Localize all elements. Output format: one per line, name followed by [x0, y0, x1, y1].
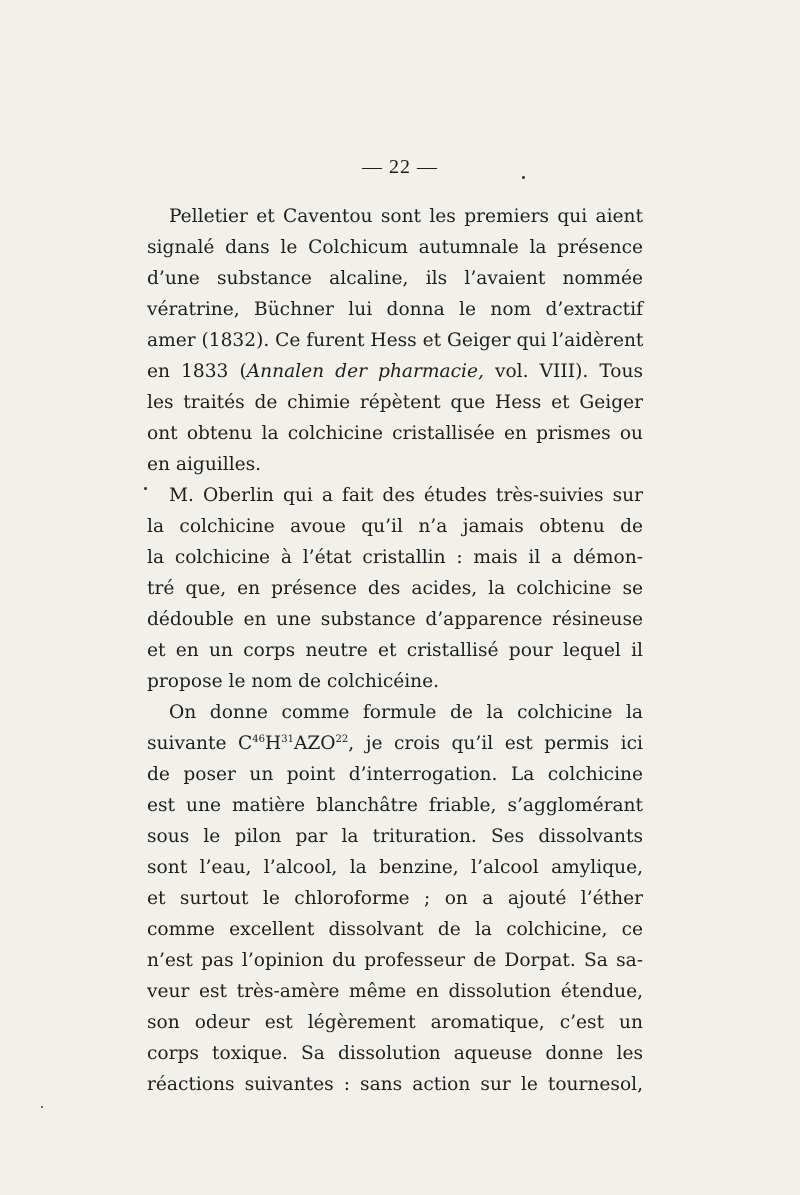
text-line: tré que, en présence des acides, la colchicine se: [147, 578, 643, 599]
ink-speck: [522, 176, 525, 179]
page-number: — 22 —: [362, 156, 438, 178]
text-line: réactions suivantes : sans action sur le tournesol,: [147, 1074, 643, 1095]
text-line: les traités de chimie répètent que Hess et Geiger: [147, 392, 643, 413]
body-text: [147, 201, 643, 1100]
text-line-with-citation: [147, 356, 643, 387]
text-line: dédouble en une substance d’apparence résineuse: [147, 609, 643, 630]
text-fragment: , je crois qu’il est permis ici: [348, 733, 643, 754]
text-line: la colchicine à l’état cristallin : mais il a démon-: [147, 547, 643, 568]
ink-speck: [144, 487, 147, 490]
text-fragment: suivante: [147, 733, 239, 754]
text-line: amer (1832). Ce furent Hess et Geiger qui l’aidèrent: [147, 330, 644, 351]
text-line: ont obtenu la colchicine cristallisée en prismes ou: [147, 423, 643, 444]
text-line: est une matière blanchâtre friable, s’agglomérant: [147, 795, 643, 816]
text-line: M. Oberlin qui a fait des études très-suivies sur: [169, 485, 643, 506]
text-line: et en un corps neutre et cristallisé pour lequel il: [147, 640, 643, 661]
text-line: son odeur est légèrement aromatique, c’est un: [147, 1012, 643, 1033]
formula: $C^{46}H^{31}AZO^{22}$: [238, 733, 349, 754]
text-line: comme excellent dissolvant de la colchicine, ce: [147, 919, 643, 940]
text-line-with-formula: [147, 728, 643, 759]
text-line: n’est pas l’opinion du professeur de Dorpat. Sa sa-: [147, 950, 643, 971]
ink-speck: [41, 1106, 43, 1108]
text-fragment: en 1833 (: [147, 361, 247, 382]
text-line: sous le pilon par la trituration. Ses dissolvants: [147, 826, 643, 847]
text-line: et surtout le chloroforme ; on a ajouté l’éther: [147, 888, 643, 909]
text-line: veur est très-amère même en dissolution étendue,: [147, 981, 643, 1002]
text-fragment: vol. VIII). Tous: [483, 361, 643, 382]
text-line: signalé dans le Colchicum autumnale la présence: [147, 237, 643, 258]
text-line: propose le nom de colchicéine.: [147, 671, 440, 692]
text-line: sont l’eau, l’alcool, la benzine, l’alcool amylique,: [147, 857, 643, 878]
journal-title: Annalen der pharmacie,: [246, 361, 484, 382]
text-line: On donne comme formule de la colchicine la: [169, 702, 643, 723]
text-line: corps toxique. Sa dissolution aqueuse donne les: [147, 1043, 643, 1064]
text-line: la colchicine avoue qu’il n’a jamais obtenu de: [147, 516, 643, 537]
text-line: en aiguilles.: [147, 454, 262, 475]
text-line: Pelletier et Caventou sont les premiers qui aient: [169, 206, 643, 227]
text-line: vératrine, Büchner lui donna le nom d’extractif: [147, 299, 643, 320]
text-line: d’une substance alcaline, ils l’avaient nommée: [147, 268, 643, 289]
text-line: de poser un point d’interrogation. La colchicine: [147, 764, 643, 785]
